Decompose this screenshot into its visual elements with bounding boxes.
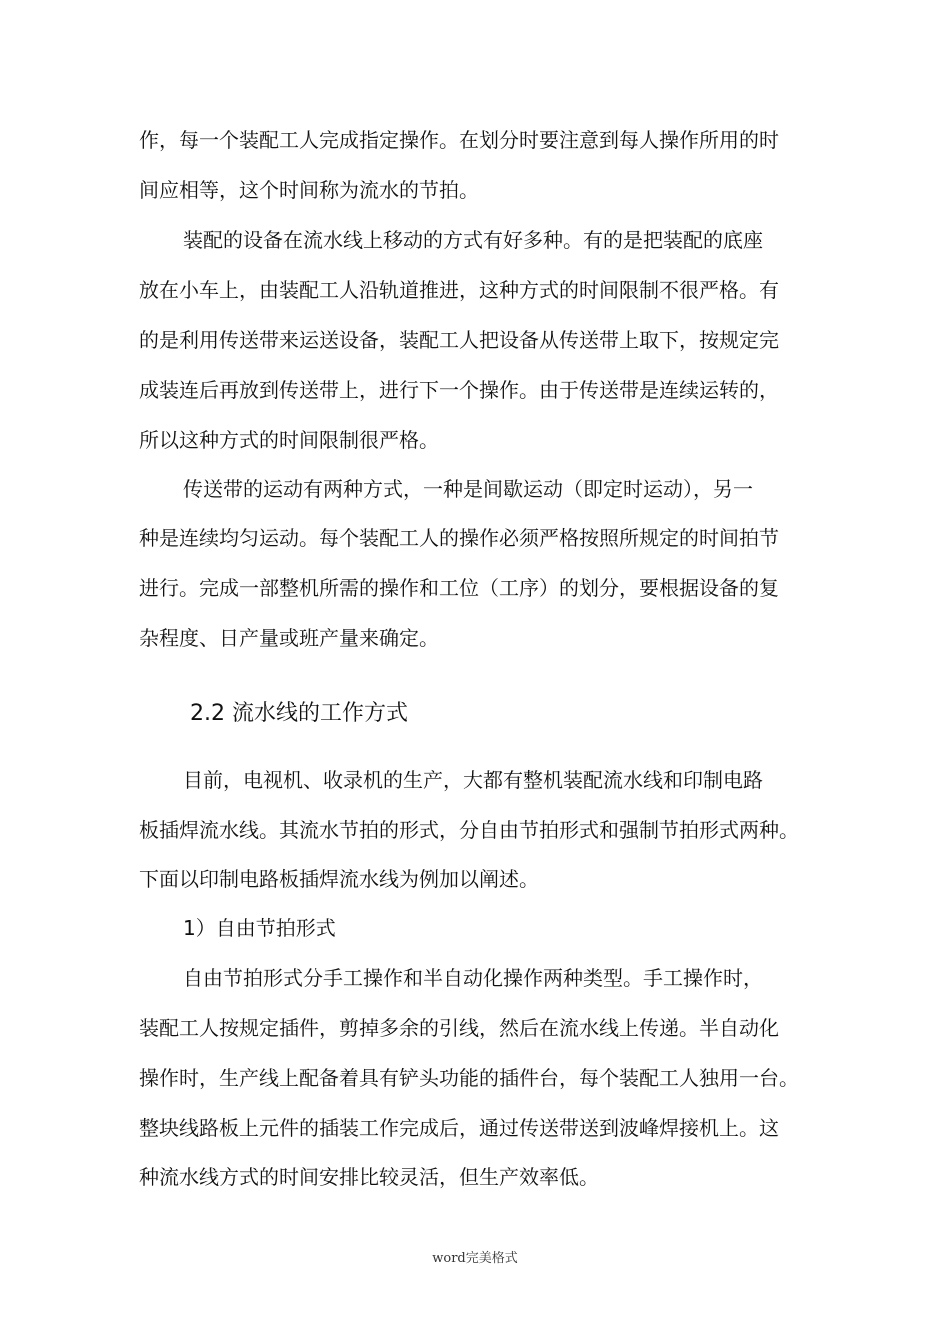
- paragraph-line: 杂程度、日产量或班产量来确定。: [139, 626, 439, 650]
- paragraph-line: 种流水线方式的时间安排比较灵活，但生产效率低。: [139, 1165, 599, 1189]
- paragraph-line: 所以这种方式的时间限制很严格。: [139, 428, 439, 452]
- paragraph-line: 成装连后再放到传送带上，进行下一个操作。由于传送带是连续运转的，: [139, 378, 779, 402]
- paragraph-line: 的是利用传送带来运送设备，装配工人把设备从传送带上取下，按规定完: [139, 328, 779, 352]
- paragraph-line: 整块线路板上元件的插装工作完成后，通过传送带送到波峰焊接机上。这: [139, 1116, 779, 1140]
- paragraph-line: 传送带的运动有两种方式，一种是间歇运动（即定时运动），另一: [183, 477, 753, 501]
- paragraph-line: 目前，电视机、收录机的生产，大都有整机装配流水线和印制电路: [183, 768, 763, 792]
- paragraph-line: 装配的设备在流水线上移动的方式有好多种。有的是把装配的底座: [183, 228, 763, 252]
- paragraph-line: 进行。完成一部整机所需的操作和工位（工序）的划分，要根据设备的复: [139, 576, 779, 600]
- paragraph-line: 间应相等，这个时间称为流水的节拍。: [139, 178, 479, 202]
- page-footer: word完美格式: [432, 1251, 518, 1266]
- paragraph-line: 自由节拍形式分手工操作和半自动化操作两种类型。手工操作时，: [183, 966, 763, 990]
- paragraph-line: 下面以印制电路板插焊流水线为例加以阐述。: [139, 867, 539, 891]
- paragraph-line: 种是连续均匀运动。每个装配工人的操作必须严格按照所规定的时间拍节: [139, 526, 779, 550]
- paragraph-line: 放在小车上，由装配工人沿轨道推进，这种方式的时间限制不很严格。有: [139, 278, 779, 302]
- paragraph-line: 操作时，生产线上配备着具有铲头功能的插件台，每个装配工人独用一台。: [139, 1066, 799, 1090]
- subsection-heading: 1）自由节拍形式: [183, 916, 336, 940]
- section-heading: 2.2 流水线的工作方式: [190, 701, 408, 726]
- paragraph-line: 作，每一个装配工人完成指定操作。在划分时要注意到每人操作所用的时: [139, 128, 779, 152]
- paragraph-line: 装配工人按规定插件，剪掉多余的引线，然后在流水线上传递。半自动化: [139, 1016, 779, 1040]
- paragraph-line: 板插焊流水线。其流水节拍的形式，分自由节拍形式和强制节拍形式两种。: [139, 818, 799, 842]
